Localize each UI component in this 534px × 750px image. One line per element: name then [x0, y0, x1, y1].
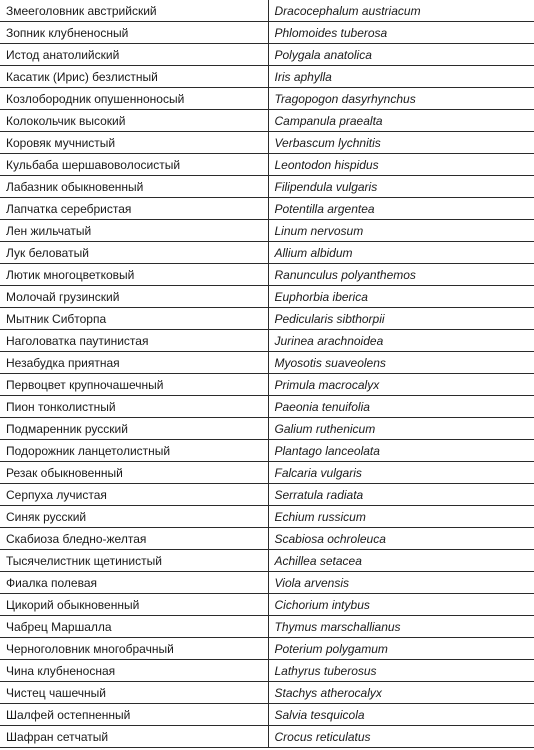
- russian-name-cell: Истод анатолийский: [0, 44, 268, 66]
- table-row: [0, 352, 534, 374]
- latin-name-cell: Cichorium intybus: [268, 594, 534, 616]
- russian-name-cell: Тысячелистник щетинистый: [0, 550, 268, 572]
- table-row: [0, 638, 534, 660]
- russian-name-cell: Лабазник обыкновенный: [0, 176, 268, 198]
- latin-name-cell: Serratula radiata: [268, 484, 534, 506]
- russian-name-cell: Лютик многоцветковый: [0, 264, 268, 286]
- russian-name-cell: Пион тонколистный: [0, 396, 268, 418]
- latin-name-cell: Tragopogon dasyrhynchus: [268, 88, 534, 110]
- table-row: [0, 506, 534, 528]
- latin-name-cell: Campanula praealta: [268, 110, 534, 132]
- latin-name-cell: Allium albidum: [268, 242, 534, 264]
- latin-name-cell: Achillea setacea: [268, 550, 534, 572]
- russian-name-cell: Лук беловатый: [0, 242, 268, 264]
- russian-name-cell: Касатик (Ирис) безлистный: [0, 66, 268, 88]
- latin-name-cell: Scabiosa ochroleuca: [268, 528, 534, 550]
- table-row: [0, 418, 534, 440]
- table-row: [0, 66, 534, 88]
- russian-name-cell: Козлобородник опушенноносый: [0, 88, 268, 110]
- latin-name-cell: Plantago lanceolata: [268, 440, 534, 462]
- russian-name-cell: Первоцвет крупночашечный: [0, 374, 268, 396]
- table-row: [0, 308, 534, 330]
- table-row: [0, 440, 534, 462]
- table-row: [0, 550, 534, 572]
- russian-name-cell: Фиалка полевая: [0, 572, 268, 594]
- latin-name-cell: Viola arvensis: [268, 572, 534, 594]
- table-row: [0, 154, 534, 176]
- table-row: [0, 22, 534, 44]
- table-row: [0, 264, 534, 286]
- table-row: [0, 396, 534, 418]
- latin-name-cell: Primula macrocalyx: [268, 374, 534, 396]
- table-row: [0, 594, 534, 616]
- table-row: [0, 704, 534, 726]
- latin-name-cell: Euphorbia iberica: [268, 286, 534, 308]
- table-row: [0, 682, 534, 704]
- latin-name-cell: Iris aphylla: [268, 66, 534, 88]
- russian-name-cell: Шафран сетчатый: [0, 726, 268, 748]
- russian-name-cell: Лен жильчатый: [0, 220, 268, 242]
- russian-name-cell: Незабудка приятная: [0, 352, 268, 374]
- table-row: [0, 110, 534, 132]
- latin-name-cell: Ranunculus polyanthemos: [268, 264, 534, 286]
- table-row: [0, 660, 534, 682]
- russian-name-cell: Коровяк мучнистый: [0, 132, 268, 154]
- russian-name-cell: Молочай грузинский: [0, 286, 268, 308]
- latin-name-cell: Salvia tesquicola: [268, 704, 534, 726]
- russian-name-cell: Зопник клубненосный: [0, 22, 268, 44]
- latin-name-cell: Thymus marschallianus: [268, 616, 534, 638]
- table-row: [0, 462, 534, 484]
- latin-name-cell: Linum nervosum: [268, 220, 534, 242]
- russian-name-cell: Змееголовник австрийский: [0, 0, 268, 22]
- table-row: [0, 330, 534, 352]
- russian-name-cell: Наголоватка паутинистая: [0, 330, 268, 352]
- russian-name-cell: Подорожник ланцетолистный: [0, 440, 268, 462]
- table-row: [0, 242, 534, 264]
- table-row: [0, 132, 534, 154]
- russian-name-cell: Цикорий обыкновенный: [0, 594, 268, 616]
- table-row: [0, 616, 534, 638]
- latin-name-cell: Myosotis suaveolens: [268, 352, 534, 374]
- russian-name-cell: Резак обыкновенный: [0, 462, 268, 484]
- latin-name-cell: Dracocephalum austriacum: [268, 0, 534, 22]
- latin-name-cell: Pedicularis sibthorpii: [268, 308, 534, 330]
- russian-name-cell: Серпуха лучистая: [0, 484, 268, 506]
- table-row: [0, 88, 534, 110]
- table-row: [0, 198, 534, 220]
- table-row: [0, 220, 534, 242]
- table-row: [0, 176, 534, 198]
- table-row: [0, 572, 534, 594]
- russian-name-cell: Чистец чашечный: [0, 682, 268, 704]
- russian-name-cell: Синяк русский: [0, 506, 268, 528]
- table-row: [0, 528, 534, 550]
- table-row: [0, 484, 534, 506]
- latin-name-cell: Crocus reticulatus: [268, 726, 534, 748]
- latin-name-cell: Falcaria vulgaris: [268, 462, 534, 484]
- latin-name-cell: Verbascum lychnitis: [268, 132, 534, 154]
- russian-name-cell: Скабиоза бледно-желтая: [0, 528, 268, 550]
- russian-name-cell: Кульбаба шершавоволосистый: [0, 154, 268, 176]
- russian-name-cell: Лапчатка серебристая: [0, 198, 268, 220]
- latin-name-cell: Phlomoides tuberosa: [268, 22, 534, 44]
- table-row: [0, 374, 534, 396]
- latin-name-cell: Jurinea arachnoidea: [268, 330, 534, 352]
- russian-name-cell: Чина клубненосная: [0, 660, 268, 682]
- russian-name-cell: Колокольчик высокий: [0, 110, 268, 132]
- latin-name-cell: Echium russicum: [268, 506, 534, 528]
- latin-name-cell: Stachys atherocalyx: [268, 682, 534, 704]
- table-row: [0, 726, 534, 748]
- latin-name-cell: Polygala anatolica: [268, 44, 534, 66]
- table-row: [0, 44, 534, 66]
- latin-name-cell: Potentilla argentea: [268, 198, 534, 220]
- russian-name-cell: Черноголовник многобрачный: [0, 638, 268, 660]
- russian-name-cell: Чабрец Маршалла: [0, 616, 268, 638]
- latin-name-cell: Poterium polygamum: [268, 638, 534, 660]
- latin-name-cell: Filipendula vulgaris: [268, 176, 534, 198]
- table-row: [0, 286, 534, 308]
- latin-name-cell: Lathyrus tuberosus: [268, 660, 534, 682]
- russian-name-cell: Мытник Сибторпа: [0, 308, 268, 330]
- latin-name-cell: Galium ruthenicum: [268, 418, 534, 440]
- latin-name-cell: Leontodon hispidus: [268, 154, 534, 176]
- russian-name-cell: Подмаренник русский: [0, 418, 268, 440]
- russian-name-cell: Шалфей остепненный: [0, 704, 268, 726]
- table-row: [0, 0, 534, 22]
- latin-name-cell: Paeonia tenuifolia: [268, 396, 534, 418]
